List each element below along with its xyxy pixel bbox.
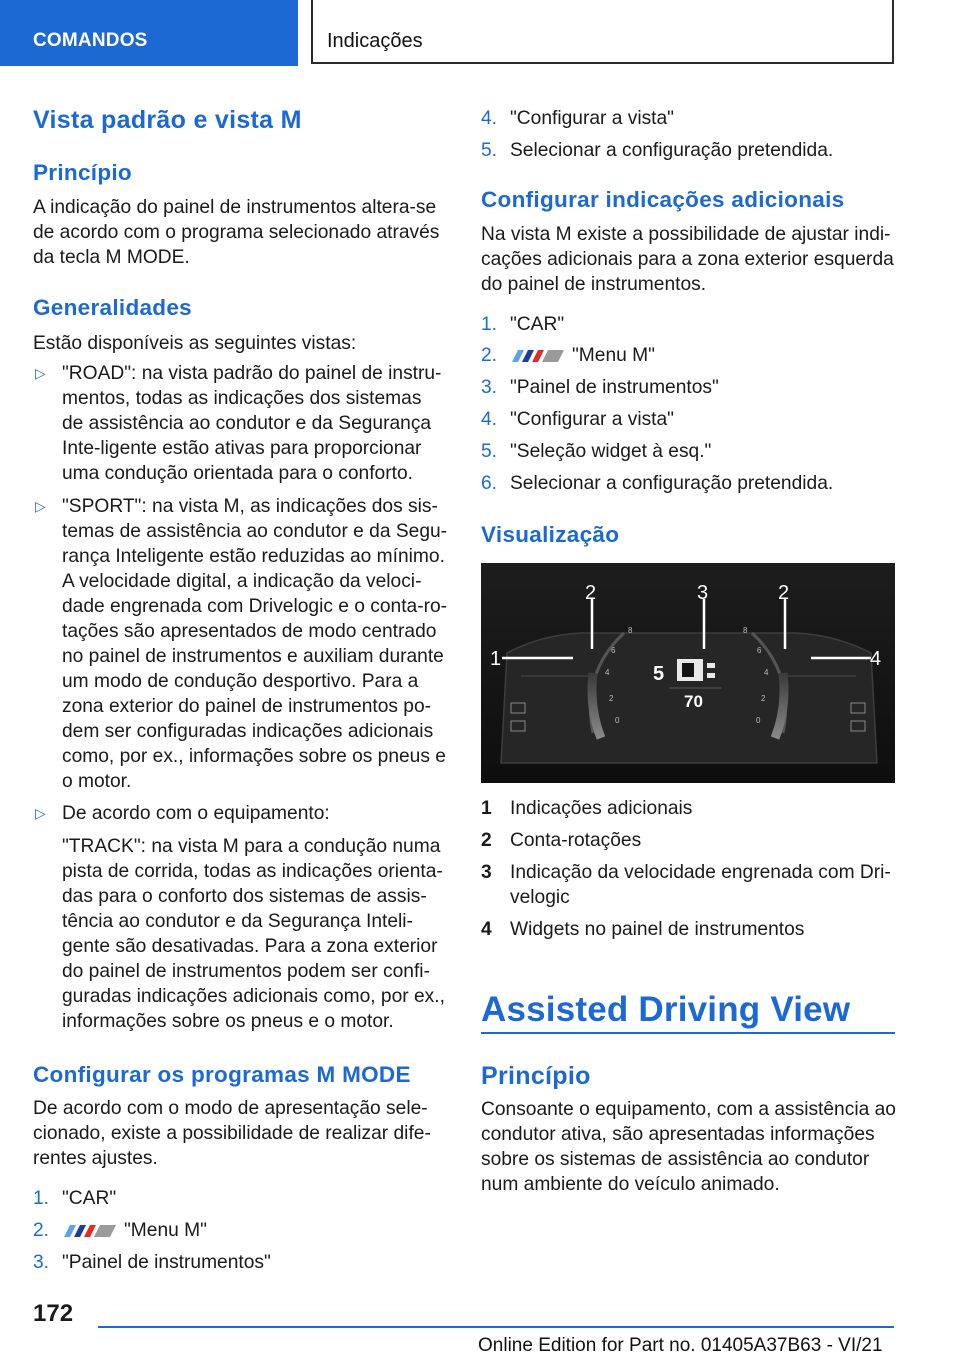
chapter-tab — [311, 0, 894, 64]
subheading-visualization: Visualização — [481, 522, 620, 547]
svg-text:6: 6 — [757, 646, 762, 655]
svg-text:8: 8 — [743, 626, 748, 635]
instrument-cluster-figure — [481, 563, 895, 783]
subheading-principle: Princípio — [33, 160, 132, 185]
principle-paragraph: A indicação do painel de instrumentos altera-se de acordo com o programa selecionado através da tecla M MODE. — [33, 197, 440, 268]
step-text: "Menu M" — [572, 345, 655, 366]
svg-text:4: 4 — [605, 668, 610, 677]
footer-divider — [98, 1326, 894, 1328]
triangle-bullet-icon: ▷ — [35, 365, 46, 381]
subheading-general: Generalidades — [33, 295, 192, 320]
step-text: "Painel de instrumentos" — [510, 377, 719, 398]
step-number: 6. — [481, 473, 498, 494]
section-heading-standard-view: Vista padrão e vista M — [33, 106, 302, 134]
chapter-heading-assisted-driving: Assisted Driving View — [481, 990, 851, 1029]
step-number: 3. — [33, 1252, 50, 1273]
cluster-illustration — [481, 563, 895, 783]
chapter-title: Indicações — [327, 30, 423, 52]
m-menu-icon — [510, 349, 566, 363]
step-number: 2. — [33, 1220, 50, 1241]
step-text: "Painel de instrumentos" — [62, 1252, 271, 1273]
svg-text:0: 0 — [615, 716, 620, 725]
step-text: "Menu M" — [124, 1220, 207, 1241]
list-item-text: De acordo com o equipamento: — [62, 803, 330, 824]
step-text: Selecionar a configuração pretendida. — [510, 473, 834, 494]
svg-text:8: 8 — [628, 626, 633, 635]
list-item-text: "TRACK": na vista M para a condução numa pista de corrida, todas as indicações orienta-das para o conforto dos sistemas de assis-tência ao condutor e da Segurança Inteli-gente são desativadas. Para a zona exterior do painel de instrumentos podem ser confi-guradas indicações adicionais como, por ex., informações sobre os pneus e o motor. — [62, 836, 445, 1032]
step-number: 2. — [481, 345, 498, 366]
legend-text: Widgets no painel de instrumentos — [510, 919, 805, 940]
config-paragraph: De acordo com o modo de apresentação sele-cionado, existe a possibilidade de realizar dife-rentes ajustes. — [33, 1098, 431, 1169]
svg-text:6: 6 — [611, 646, 616, 655]
step-number: 1. — [481, 314, 498, 335]
edition-note: Online Edition for Part no. 01405A37B63 - VI/21 — [478, 1335, 883, 1356]
callout-label: 4 — [870, 648, 882, 670]
callout-label: 1 — [490, 648, 502, 670]
step-number: 1. — [33, 1188, 50, 1209]
legend-number: 2 — [481, 830, 492, 851]
list-item-text: "ROAD": na vista padrão do painel de instru-mentos, todas as indicações dos sistemas de assistência ao condutor e da Segurança Inte-ligente estão ativas para proporcionar uma condução orientada para o conforto. — [62, 363, 442, 484]
svg-text:2: 2 — [761, 694, 766, 703]
callout-label: 3 — [697, 582, 709, 604]
step-text: "Configurar a vista" — [510, 108, 674, 129]
step-text: "CAR" — [510, 314, 565, 335]
general-intro: Estão disponíveis as seguintes vistas: — [33, 333, 357, 354]
svg-text:0: 0 — [756, 716, 761, 725]
legend-text: Indicação da velocidade engrenada com Dri-velogic — [510, 862, 891, 908]
speed-readout: 70 — [684, 692, 703, 711]
subheading-configure-mmode: Configurar os programas M MODE — [33, 1062, 411, 1087]
legend-number: 1 — [481, 798, 492, 819]
step-text: Selecionar a configuração pretendida. — [510, 140, 834, 161]
step-text-wrap — [62, 1218, 448, 1243]
step-number: 5. — [481, 441, 498, 462]
section-title: COMANDOS — [33, 30, 148, 51]
subheading-additional-indications: Configurar indicações adicionais — [481, 187, 845, 212]
step-number: 4. — [481, 409, 498, 430]
step-text: "Configurar a vista" — [510, 409, 674, 430]
legend-text: Indicações adicionais — [510, 798, 693, 819]
subheading-principle-adv: Princípio — [481, 1062, 591, 1090]
step-number: 5. — [481, 140, 498, 161]
adv-paragraph: Consoante o equipamento, com a assistência ao condutor ativa, são apresentadas informações sobre os sistemas de assistência ao condutor num ambiente do veículo animado. — [481, 1099, 896, 1195]
step-number: 4. — [481, 108, 498, 129]
callout-label: 2 — [585, 582, 597, 604]
gear-readout: 5 — [653, 663, 665, 685]
additional-paragraph: Na vista M existe a possibilidade de ajustar indi-cações adicionais para a zona exterior esquerda do painel de instrumentos. — [481, 224, 894, 295]
step-number: 3. — [481, 377, 498, 398]
legend-number: 4 — [481, 919, 492, 940]
triangle-bullet-icon: ▷ — [35, 498, 46, 514]
svg-text:4: 4 — [764, 668, 769, 677]
page-number: 172 — [33, 1300, 74, 1327]
legend-number: 3 — [481, 862, 492, 883]
legend-text: Conta-rotações — [510, 830, 642, 851]
m-menu-icon — [62, 1224, 118, 1238]
svg-text:2: 2 — [609, 694, 614, 703]
heading-divider — [481, 1032, 895, 1034]
step-text: "Seleção widget à esq." — [510, 441, 712, 462]
step-text: "CAR" — [62, 1188, 117, 1209]
step-text-wrap — [510, 343, 896, 368]
triangle-bullet-icon: ▷ — [35, 805, 46, 821]
section-tab — [0, 0, 298, 66]
list-item-text: "SPORT": na vista M, as indicações dos sis-temas de assistência ao condutor e da Segu-rança Inteligente estão reduzidas ao mínimo. A velocidade digital, a indicação da veloci-dade engrenada com Drivelogic e o conta-ro-tações são apresentados de modo centrado no painel de instrumentos e auxiliam durante um modo de condução desportivo. Para a zona exterior do painel de instrumentos po-dem ser configuradas indicações adicionais como, por ex., informações sobre os pneus e o motor. — [62, 496, 448, 792]
callout-label: 2 — [778, 582, 790, 604]
